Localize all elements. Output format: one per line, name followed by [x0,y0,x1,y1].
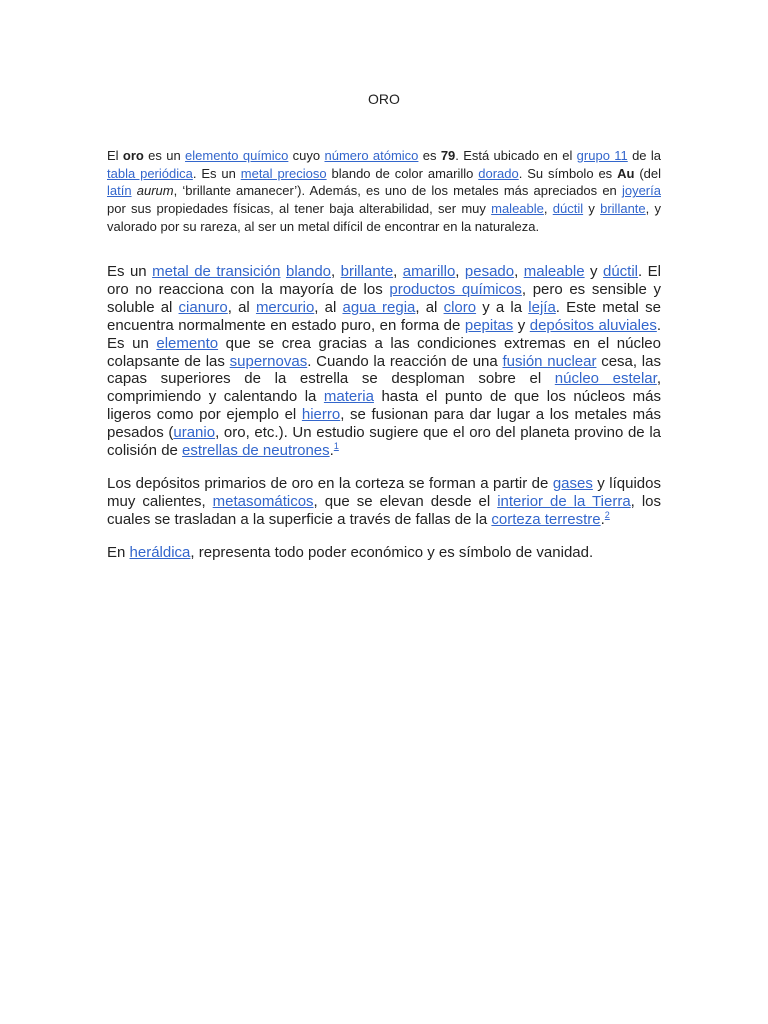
text: , [331,263,341,280]
link-elemento[interactable]: elemento [156,334,219,352]
link-cloro[interactable]: cloro [443,298,477,316]
text: es un [143,148,186,163]
link-cianuro[interactable]: cianuro [178,298,228,316]
italic-term: aurum [136,183,174,199]
text: y [513,316,530,334]
text: . Cuando la reacción de una [307,352,503,370]
text: (del [634,165,661,181]
link-brillante[interactable]: brillante [600,201,646,217]
text: cesa, las capas superiores de la estrella se desploman sobre el [107,352,661,388]
text: . El oro no reacciona con la mayoría de los [107,263,661,298]
link-tabla-periodica[interactable]: tabla periódica [107,165,193,181]
paragraph-heraldry [107,544,661,562]
text: , ‘brillante amanecer’). Además, es uno de los metales más apreciados en [173,183,622,199]
link-heraldica[interactable]: heráldica [129,544,191,561]
link-elemento-quimico[interactable]: elemento químico [185,148,289,163]
text: . [329,442,334,460]
link-joyeria[interactable]: joyería [621,183,661,199]
text: , que se elevan desde el [313,493,498,510]
text: que se crea gracias a las condiciones extremas en el núcleo colapsante de las [107,334,661,370]
footnote-ref-link[interactable]: 1 [333,441,339,452]
link-latin[interactable]: latín [107,183,132,199]
link-maleable[interactable]: maleable [491,201,544,217]
text: , [455,263,465,280]
link-lejia[interactable]: lejía [528,298,556,316]
link-pepitas[interactable]: pepitas [464,316,514,334]
link-amarillo[interactable]: amarillo [402,263,456,280]
text: , [543,201,553,217]
text: blando de color amarillo [326,165,479,181]
link-ductil[interactable]: dúctil [552,201,584,217]
text: de la [627,148,661,163]
link-brillante[interactable]: brillante [340,263,394,280]
link-blando[interactable]: blando [285,263,332,280]
text: , al [227,298,256,316]
link-hierro[interactable]: hierro [301,406,341,424]
text: , comprimiendo y calentando la [107,370,661,406]
link-agua-regia[interactable]: agua regia [342,298,416,316]
text: , los cuales se trasladan a la superficie a través de fallas de la [107,493,661,528]
text: El [107,148,123,163]
text: . Su símbolo es [518,165,618,181]
link-mercurio[interactable]: mercurio [255,298,315,316]
text: , representa todo poder económico y es símbolo de vanidad. [190,544,594,561]
link-metal-precioso[interactable]: metal precioso [240,165,327,181]
link-nucleo-estelar[interactable]: núcleo estelar [554,370,657,388]
text: , [514,263,524,280]
link-supernovas[interactable]: supernovas [229,352,308,370]
text: , al [314,298,343,316]
link-maleable[interactable]: maleable [523,263,585,280]
link-fusion-nuclear[interactable]: fusión nuclear [502,352,597,370]
link-pesado[interactable]: pesado [464,263,515,280]
text: y a la [476,298,529,316]
bold-term: 79 [440,148,456,163]
link-materia[interactable]: materia [323,388,374,406]
link-uranio[interactable]: uranio [173,424,216,442]
text: . [600,511,605,528]
text: En [107,544,130,561]
text: y [584,263,603,280]
page-title: ORO [368,91,400,107]
link-metasomaticos[interactable]: metasomáticos [212,493,314,510]
text: Es un [107,263,153,280]
footnote-ref-link[interactable]: 2 [604,510,610,520]
text: y líquidos muy calientes, [107,475,661,510]
link-numero-atomico[interactable]: número atómico [324,148,419,163]
text: por sus propiedades físicas, al tener baja alterabilidad, ser muy [107,201,492,217]
text: Los depósitos primarios de oro en la corteza se forman a partir de [107,475,553,492]
text: , pero es sensible y soluble al [107,280,661,316]
text: , al [415,298,444,316]
link-grupo-11[interactable]: grupo 11 [576,148,628,163]
text: , se fusionan para dar lugar a los metales más pesados ( [107,406,661,442]
text: . Es un [107,316,661,352]
text: es [418,148,441,163]
text: . Es un [192,165,241,181]
text: , [393,263,403,280]
paragraph-properties [107,263,661,460]
text: . Está ubicado en el [455,148,577,163]
text: . Este metal se encuentra normalmente en estado puro, en forma de [107,298,661,334]
link-estrellas-de-neutrones[interactable]: estrellas de neutrones [182,442,330,460]
paragraph-deposits [107,475,661,529]
link-interior-de-la-tierra[interactable]: interior de la Tierra [497,493,631,510]
link-productos-quimicos[interactable]: productos químicos [389,280,522,298]
link-depositos-aluviales[interactable]: depósitos aluviales [529,316,657,334]
link-metal-de-transicion[interactable]: metal de transición [152,263,281,280]
text: cuyo [288,148,325,163]
footnote-ref[interactable] [334,441,339,451]
text: , oro, etc.). Un estudio sugiere que el oro del planeta provino de la colisión de [107,424,661,460]
footnote-ref[interactable] [605,510,610,520]
text: hasta el punto de que los núcleos más ligeros como por ejemplo el [107,388,662,424]
link-dorado[interactable]: dorado [478,165,519,181]
link-gases[interactable]: gases [552,475,593,492]
bold-term: Au [617,165,635,181]
bold-term: oro [122,148,144,163]
paragraph-intro [107,147,661,236]
link-corteza-terrestre[interactable]: corteza terrestre [491,511,601,528]
text: y [583,201,601,217]
text: , y valorado por su rareza, al ser un metal difícil de encontrar en la naturaleza. [107,201,661,234]
link-ductil[interactable]: dúctil [603,263,639,280]
